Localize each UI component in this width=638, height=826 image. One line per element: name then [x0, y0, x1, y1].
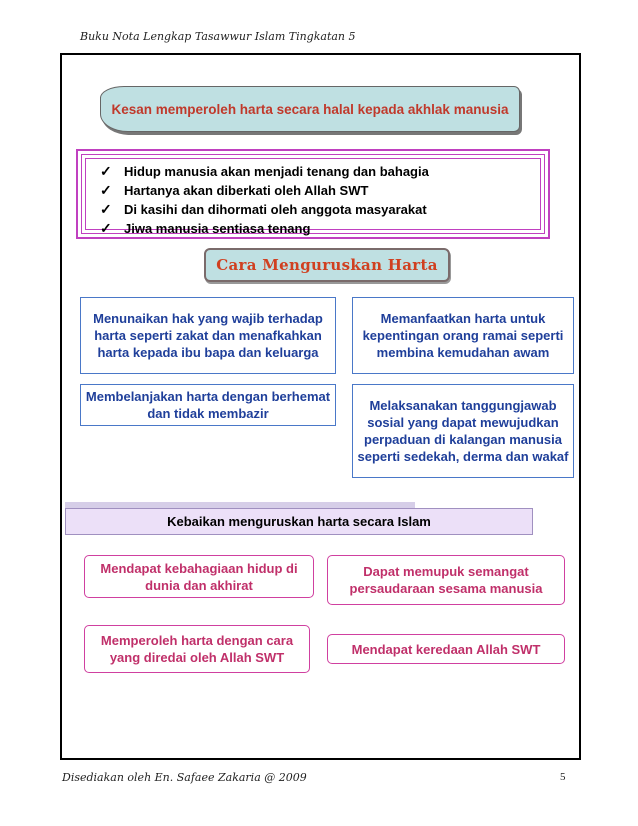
check-icon: ✓ [100, 201, 112, 217]
check-icon: ✓ [100, 220, 112, 236]
check-item: ✓ Di kasihi dan dihormati oleh anggota masyarakat [100, 201, 427, 217]
check-item: ✓ Hidup manusia akan menjadi tenang dan bahagia [100, 163, 429, 179]
kebaikan-box-kebahagiaan: Mendapat kebahagiaan hidup di dunia dan akhirat [84, 555, 314, 598]
cara-title: Cara Menguruskan Harta [204, 248, 450, 282]
kebaikan-box-diredai: Memperoleh harta dengan cara yang diredai oleh Allah SWT [84, 625, 310, 673]
page-number: 5 [560, 771, 566, 783]
kesan-banner: Kesan memperoleh harta secara halal kepada akhlak manusia [100, 86, 520, 132]
footer-author: Disediakan oleh En. Safaee Zakaria @ 2009 [62, 771, 307, 784]
check-item: ✓ Hartanya akan diberkati oleh Allah SWT [100, 182, 369, 198]
kesan-checklist [76, 149, 550, 239]
check-item: ✓ Jiwa manusia sentiasa tenang [100, 220, 311, 236]
cara-box-hak-wajib: Menunaikan hak yang wajib terhadap harta seperti zakat dan menafkahkan harta kepada ibu bapa dan keluarga [80, 297, 336, 374]
kebaikan-title: Kebaikan menguruskan harta secara Islam [65, 508, 533, 535]
check-icon: ✓ [100, 182, 112, 198]
kebaikan-box-persaudaraan: Dapat memupuk semangat persaudaraan sesama manusia [327, 555, 565, 605]
page-header: Buku Nota Lengkap Tasawwur Islam Tingkatan 5 [80, 30, 356, 43]
kebaikan-box-keredaan: Mendapat keredaan Allah SWT [327, 634, 565, 664]
check-icon: ✓ [100, 163, 112, 179]
cara-box-membelanjakan: Membelanjakan harta dengan berhemat dan tidak membazir [80, 384, 336, 426]
cara-box-memanfaatkan: Memanfaatkan harta untuk kepentingan orang ramai seperti membina kemudahan awam [352, 297, 574, 374]
cara-box-tanggungjawab: Melaksanakan tanggungjawab sosial yang dapat mewujudkan perpaduan di kalangan manusia seperti sedekah, derma dan wakaf [352, 384, 574, 478]
